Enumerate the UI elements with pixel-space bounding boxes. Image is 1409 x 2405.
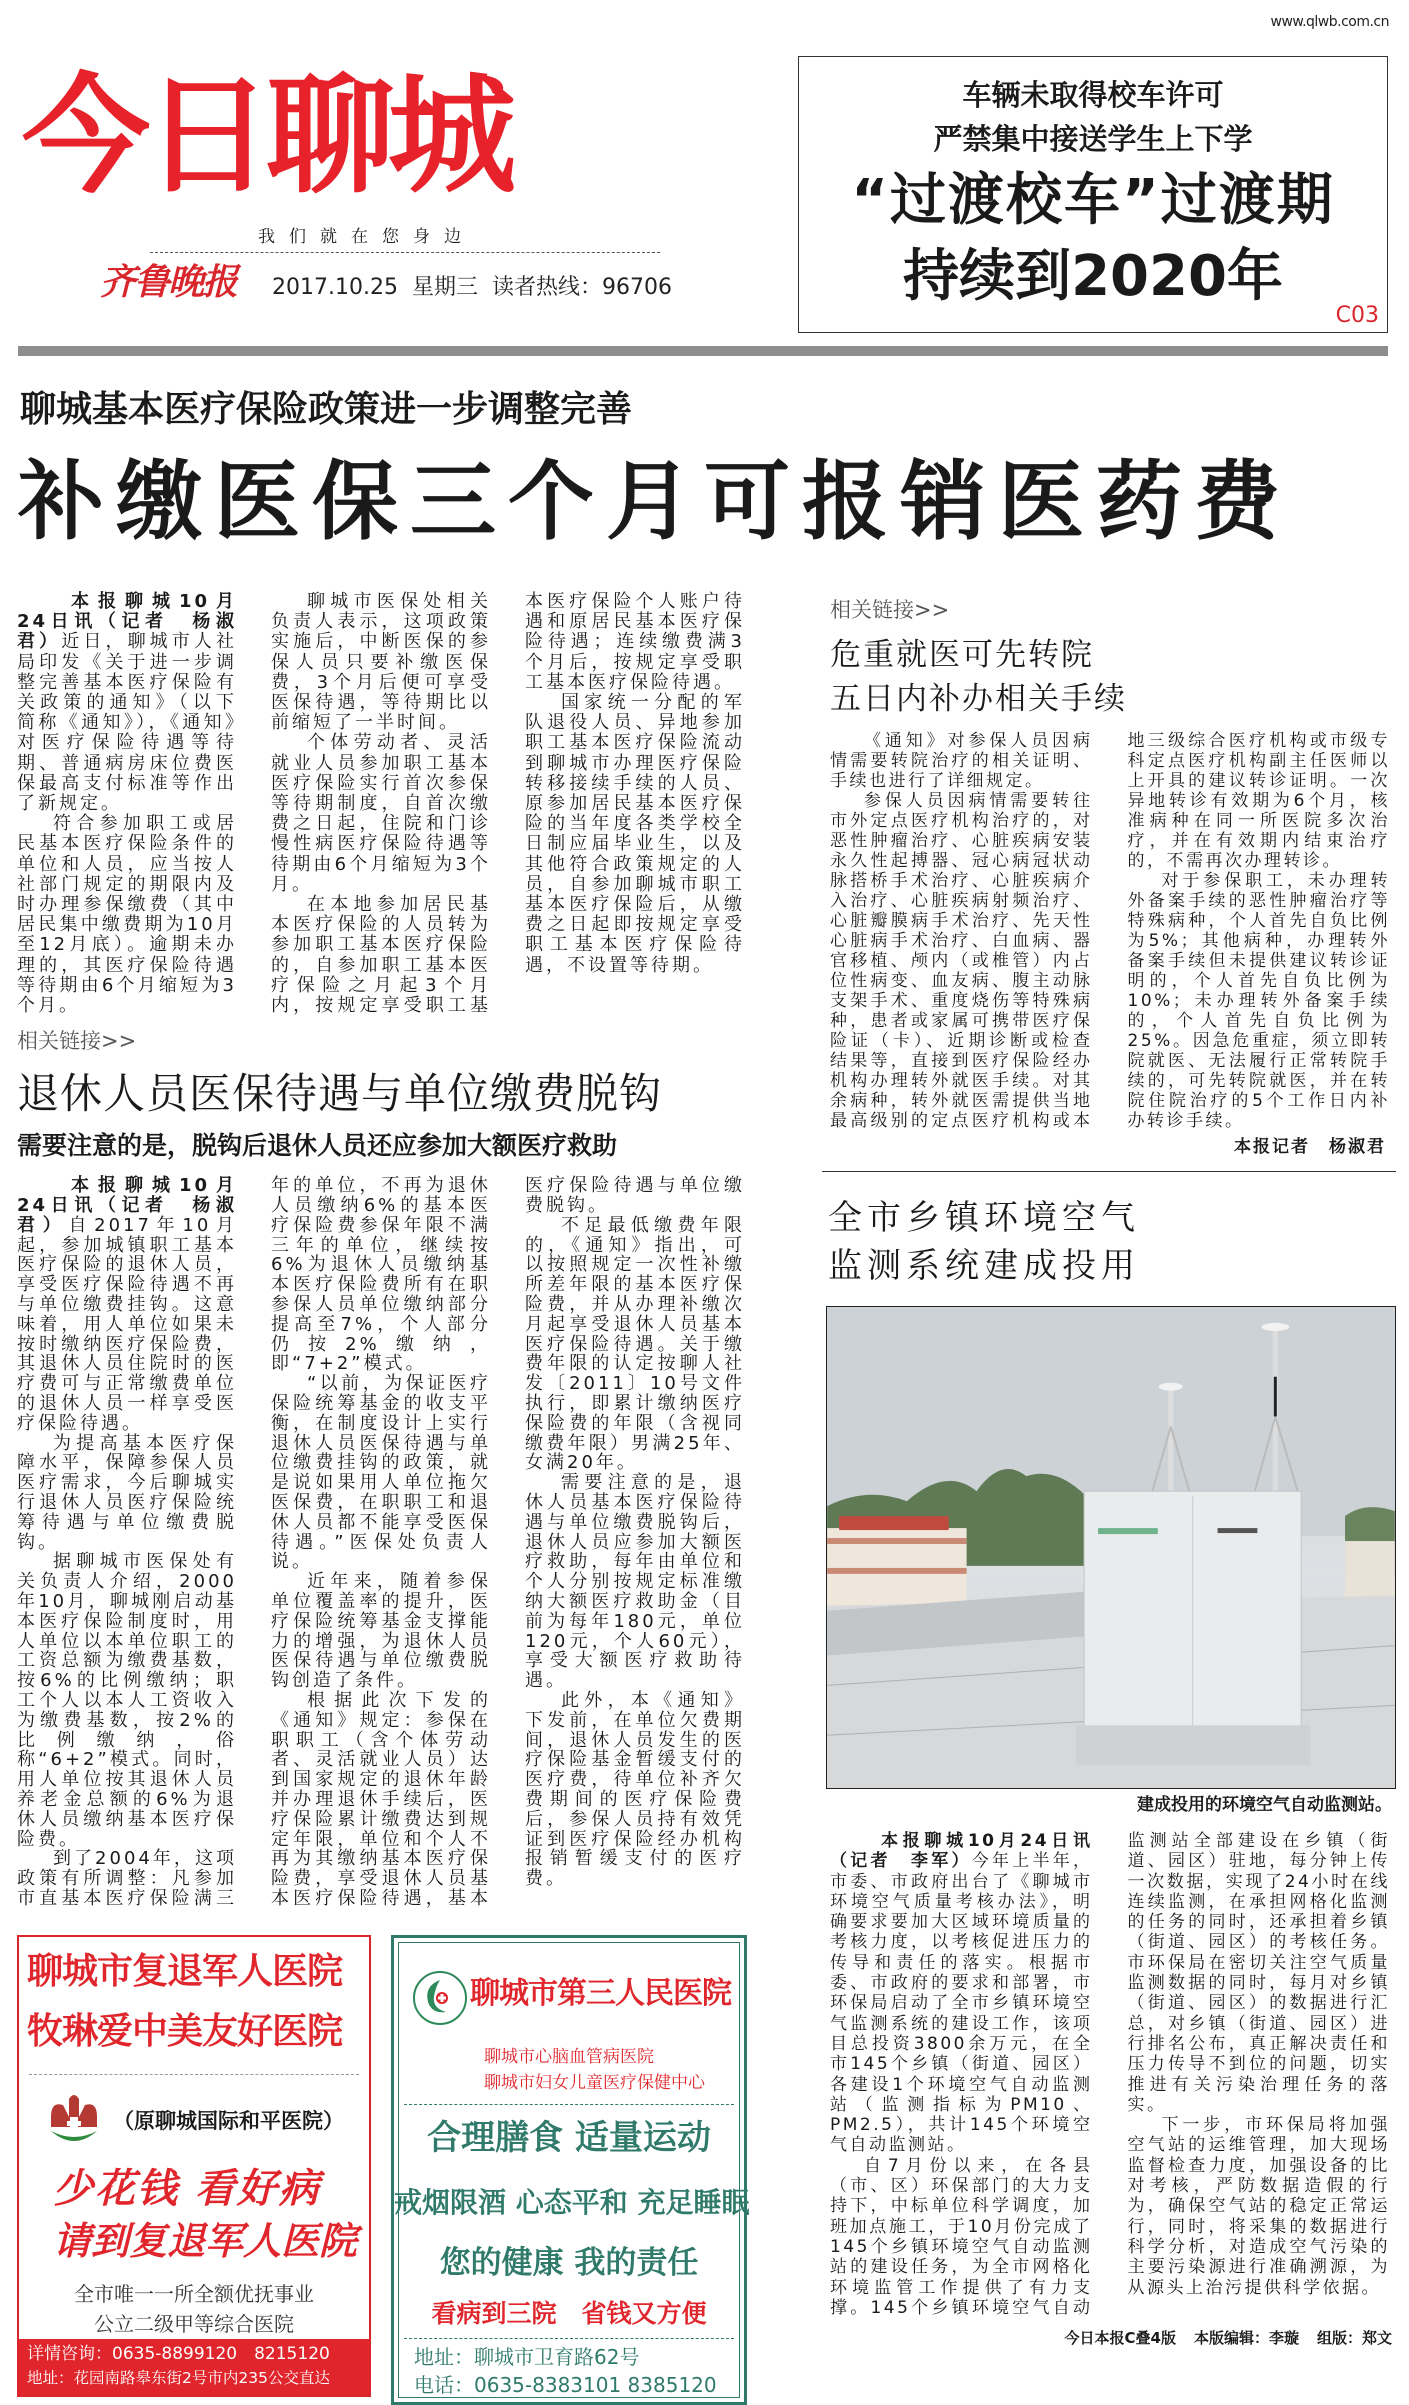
article-headline: 全市乡镇环境空气	[828, 1198, 1140, 1238]
article-headline: 补缴医保三个月可报销医药费	[18, 452, 1292, 552]
paragraph: “以前，为保证医疗保险统筹基金的收支平衡，在制度设计上实行退休人员医保待遇与单位缴费挂钩的政策，就是说如果用人单位拖欠医保费，在职职工和退休人员都不能享受医保待遇。”医保处负责人说。	[271, 1373, 491, 1573]
hospital-logo-icon	[43, 2087, 105, 2149]
left-column-stack	[17, 591, 750, 2405]
dateline: 本报聊城10月24日讯（记者 李军）	[830, 1831, 1093, 1872]
paragraph: 《通知》对参保人员因病情需要转院治疗的相关证明、手续也进行了详细规定。	[830, 731, 1093, 791]
paragraph: 据聊城市医保处有关负责人介绍，2000年10月，聊城刚启动基本医疗保险制度时，用人单位以本单位职工的工资总额为缴费基数，按6%的比例缴纳；职工个人以本人工资收入为缴费基数，按2%的比例缴纳，俗称“6+2”模式。同时，用人单位按其退休人员养老金总额的6%为退休人员缴纳基本医疗保险费。	[17, 1551, 237, 1850]
photo-illustration	[827, 1307, 1395, 1788]
divider	[29, 2074, 359, 2075]
paragraph: 对于参保职工，未办理转外备案手续的恶性肿瘤治疗等特殊病种，个人首先自负比例为5%；其他病种，办理转外备案手续但未提供建议转诊证明的，个人首先自负比例为10%；未办理转外备案手续的，个人首先自负比例为25%。因急危重症，须立即转院就医、无法履行正常转院手续的，可先转院就医，并在转院住院治疗的5个工作日内补办转诊手续。	[1127, 871, 1390, 1131]
related-title: 五日内补办相关手续	[830, 681, 1127, 717]
paragraph: 需要注意的是，退休人员基本医疗保险待遇与单位缴费脱钩后，退休人员应参加大额医疗救助，每年由单位和个人分别按规定标准缴纳大额医疗救助金（目前为每年180元，单位120元，个人60元），享受大额医疗救助待遇。	[525, 1472, 745, 1692]
related-body	[830, 731, 1390, 1131]
ad-hospital-alias: 聊城市心脑血管病医院	[484, 2046, 654, 2067]
related-link-label: 相关链接>>	[830, 598, 950, 622]
dateline: 本报聊城10月24日讯（记者 杨淑君）	[17, 591, 237, 653]
divider	[150, 252, 660, 253]
related-link-label: 相关链接>>	[17, 1029, 137, 1054]
ad-hospital-name: 聊城市复退军人医院	[27, 1950, 343, 1992]
paragraph: 根据此次下发的《通知》规定：参保在职职工（含个体劳动者、灵活就业人员）达到国家规定的退休年龄并办理退休手续后，医疗保险累计缴费达到规定年限，单位和个人不再为其缴纳基本医疗保险费，享受退休人员基本医疗保险待遇，基本医疗保险待遇与单位缴费脱钩。	[271, 1175, 745, 1909]
ad-slogan: 请到复退军人医院	[53, 2218, 358, 2263]
article-subtitle: 需要注意的是，脱钩后退休人员还应参加大额医疗救助	[17, 1131, 618, 1161]
paragraph-text: 自2017年10月起，参加城镇职工基本医疗保险的退休人员，享受医疗保险待遇不再与单位缴费挂钩。这意味着，用人单位如果未按时缴纳医疗保险费，其退休人员住院时的医疗费可与正常缴费单位的退休人员一样享受医疗保险待遇。	[17, 1214, 238, 1434]
masthead-slogan: 我们就在您身边	[258, 227, 475, 247]
paragraph: 国家统一分配的军队退役人员、异地参加职工基本医疗保险流动到聊城市办理医疗保险转移接续手续的人员、原参加居民基本医疗保险的当年度各类学校全日制应届毕业生，以及其他符合政策规定的人员，自参加聊城市职工基本医疗保险后，从缴费之日起即按规定享受职工基本医疗保险待遇，不设置等待期。	[525, 692, 745, 976]
paragraph: 此外，本《通知》下发前，在单位欠费期间，退休人员发生的医疗保险基金暂缓支付的医疗费，待单位补齐欠费期间的医疗保险费后，参保人员持有效凭证到医疗保险经办机构报销暂缓支付的医疗费。	[525, 1689, 745, 1890]
paragraph: 到了2004年，这项政策有所调整：凡参加市直基本医疗保险满三年的单位，不再为退休人员缴纳6%的基本医疗保险费参保年限不满三年的单位，继续按6%为退休人员缴纳基本医疗保险费所有在职参保人员单位缴纳部分提高至7%，个人部分仍按2%缴纳，即“7+2”模式。	[17, 1175, 491, 1909]
hospital-ad-third-peoples[interactable]	[391, 1935, 750, 2405]
ad-slogan: 戒烟限酒 心态平和 充足睡眠	[394, 2185, 750, 2219]
front-promo-box[interactable]	[798, 56, 1388, 333]
layout-credit: 组版：郑文	[1316, 2329, 1392, 2348]
article-body	[17, 592, 745, 1016]
right-column-stack	[826, 597, 1396, 2348]
paragraph: 聊城市医保处相关负责人表示，这项政策实施后，中断医保的参保人员只要补缴医保费，3个月后便可享受医保待遇，等待期比以前缩短了一半时间。	[271, 591, 491, 734]
paragraph: 个体劳动者、灵活就业人员参加职工基本医疗保险实行首次参保等待期制度，自首次缴费之日起，住院和门诊慢性病医疗保险待遇等待期由6个月缩短为3个月。	[271, 732, 491, 895]
divider	[404, 2338, 734, 2339]
issue-date: 2017.10.25	[272, 275, 398, 300]
edition-info: 今日本报C叠4版	[1064, 2329, 1176, 2348]
paragraph	[830, 1831, 1093, 2156]
page-number: C03	[1335, 303, 1379, 328]
promo-headline: 持续到2020年	[903, 244, 1283, 309]
paragraph-text: 今年上半年，市委、市政府出台了《聊城市环境空气质量考核办法》，明确要求要加大区域环境质量的考核力度，以考核促进压力的传导和责任的落实。根据市委、市政府的要求和部署，市环保局启动了全市乡镇环境空气监测系统的建设工作，该项目总投资3800余万元，在全市145个乡镇（街道、园区）各建设1个环境空气自动监测站（监测指标为PM10、PM2.5），共计145个环境空气自动监测站。	[830, 1851, 1093, 2156]
divider	[404, 2104, 734, 2105]
ad-slogan: 少花钱 看好病	[53, 2165, 321, 2212]
paragraph: 下一步，市环保局将加强空气站的运维管理，加大现场监督检查力度，加强设备的比对考核，严防数据造假的行为，确保空气站的稳定正常运行，同时，将采集的数据进行科学分析，对造成空气污染的主要污染源进行准确溯源，为从源头上治污提供科学依据。	[1127, 2115, 1390, 2298]
ad-note: 公立二级甲等综合医院	[94, 2311, 294, 2336]
ad-address: 地址：聊城市卫育路62号	[414, 2344, 640, 2369]
paragraph	[17, 592, 237, 814]
ad-phone: 电话：0635-8383101 8385120	[414, 2372, 717, 2397]
ads-row	[17, 1935, 750, 2405]
ad-hospital-alias: 聊城市妇女儿童医疗保健中心	[484, 2072, 705, 2093]
paragraph: 不足最低缴费年限的，《通知》指出，可以按照规定一次性补缴所差年限的基本医疗保险费，并从办理补缴次月起享受退休人员基本医疗保险待遇。关于缴费年限的认定按聊人社发〔2011〕10号文件执行，即累计缴纳医疗保险费的年限（含视同缴费年限）男满25年、女满20年。	[525, 1214, 745, 1474]
ad-note: 全市唯一一所全额优抚事业	[74, 2281, 314, 2306]
byline: 本报记者 杨淑君	[1234, 1137, 1386, 1157]
ad-slogan: 您的健康 我的责任	[439, 2244, 699, 2281]
paragraph: 自7月份以来，在各县（市、区）环保部门的大力支持下，中标单位科学调度，加班加点施工，于10月份完成了145个乡镇环境空气自动监测站的建设任务，为全市网格化环境监管工作提供了有力支撑。145个乡镇环境空气自动监测站全部建设在乡镇（街道、园区）驻地，每分钟上传一次数据，实现了24小时在线连续监测，在承担网格化监测的任务的同时，还承担着乡镇（街道、园区）的考核任务。市环保局在密切关注空气质量监测数据的同时，每月对乡镇（街道、园区）的数据进行汇总，对乡镇（街道、园区）进行排名公布，真正解决责任和压力传导不到位的问题，切实推进有关污染治理任务的落实。	[830, 1831, 1390, 2318]
ad-phone: 详情咨询：0635-8899120 8215120	[27, 2343, 330, 2364]
promo-line: 严禁集中接送学生上下学	[933, 122, 1253, 156]
ad-slogan: 看病到三院 省钱又方便	[431, 2298, 707, 2328]
article-headline: 退休人员医保待遇与单位缴费脱钩	[17, 1069, 663, 1119]
ad-hospital-name: 牧琳爱中美友好医院	[27, 2010, 343, 2052]
paragraph	[17, 1176, 237, 1433]
ad-hospital-name: 聊城市第三人民医院	[470, 1975, 731, 2011]
article-body	[830, 1831, 1390, 2318]
ad-contact	[19, 2339, 369, 2395]
reader-hotline: 读者热线：96706	[491, 275, 672, 300]
promo-line: 车辆未取得校车许可	[962, 78, 1224, 112]
article-headline: 监测系统建成投用	[828, 1246, 1140, 1286]
divider	[822, 1171, 1396, 1172]
editor-credit: 本版编辑：李璇	[1193, 2329, 1299, 2348]
paragraph: 近年来，随着参保单位覆盖率的提升，医疗保险统筹基金支撑能力的增强，为退休人员医保待遇与单位缴费脱钩创造了条件。	[271, 1571, 491, 1692]
website-url: www.qlwb.com.cn	[1270, 14, 1389, 30]
article-body	[17, 1176, 745, 1908]
page-footer	[826, 2328, 1396, 2348]
related-title: 危重就医可先转院	[830, 637, 1094, 673]
article-kicker: 聊城基本医疗保险政策进一步调整完善	[20, 389, 633, 430]
paragraph: 在本地参加居民基本医疗保险的人员转为参加职工基本医疗保险的，自参加职工基本医疗保险之月起3个月内，按规定享受职工基本医疗保险个人账户待遇和原居民基本医疗保险待遇；连续缴费满3个月后，按规定享受职工基本医疗保险待遇。	[271, 591, 745, 1017]
issue-weekday: 星期三	[411, 275, 478, 300]
paper-name-logo: 齐鲁晚报	[100, 261, 237, 303]
masthead-logo: 今日聊城	[22, 62, 511, 211]
ad-slogan: 合理膳食 适量运动	[427, 2117, 711, 2158]
ad-former-name: （原聊城国际和平医院）	[113, 2108, 344, 2133]
masthead-bar	[18, 346, 1388, 356]
paragraph-text: 近日，聊城市人社局印发《关于进一步调整完善基本医疗保险有关政策的通知》（以下简称《通知》），《通知》对医疗保险待遇等待期、普通病房床位费医保最高支付标准等作出了新规定。	[17, 631, 238, 815]
dateline: 本报聊城10月24日讯（记者 杨淑君）	[17, 1175, 237, 1236]
paragraph: 为提高基本医疗保障水平，保障参保人员医疗需求，今后聊城实行退休人员医疗保险统筹待遇与单位缴费脱钩。	[17, 1432, 237, 1553]
monitoring-station-photo	[826, 1306, 1396, 1789]
ad-address: 地址：花园南路皋东街2号市内235公交直达	[27, 2368, 330, 2387]
hospital-ad-veterans[interactable]	[17, 1935, 371, 2397]
hospital-logo-icon	[412, 1970, 468, 2026]
paragraph: 符合参加职工或居民基本医疗保险条件的单位和人员，应当按人社部门规定的期限内及时办理参保缴费（其中居民集中缴费期为10月至12月底）。逾期未办理的，其医疗保险待遇等待期由6个月缩短为3个月。	[17, 813, 237, 1017]
promo-headline: “过渡校车”过渡期	[851, 168, 1335, 233]
issue-info	[272, 270, 686, 301]
photo-caption: 建成投用的环境空气自动监测站。	[1137, 1795, 1392, 1815]
paragraph: 参保人员因病情需要转往市外定点医疗机构治疗的，对恶性肿瘤治疗、心脏疾病安装永久性起搏器、冠心病冠状动脉搭桥手术治疗、心脏疾病介入治疗、心脏疾病射频治疗、心脏瓣膜病手术治疗、先天性心脏病手术治疗、白血病、器官移植、颅内（或椎管）内占位性病变、血友病、腹主动脉支架手术、重度烧伤等特殊病种，患者或家属可携带医疗保险证（卡）、近期诊断或检查结果等，直接到医疗保险经办机构办理转外就医手续。对其余病种，转外就医需提供当地最高级别的定点医疗机构或本地三级综合医疗机构或市级专科定点医疗机构副主任医师以上开具的建议转诊证明。一次异地转诊有效期为6个月，核准病种在同一所医院多次治疗，并在有效期内结束治疗的，不需再次办理转诊。	[830, 731, 1390, 1131]
